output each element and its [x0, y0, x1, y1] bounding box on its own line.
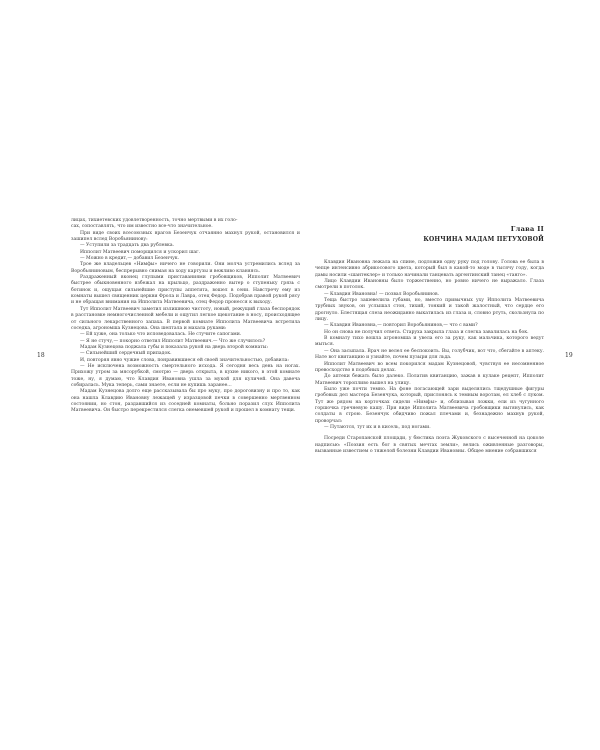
paragraph: — Сильнейший сердечный припадок.	[80, 351, 172, 357]
left-page-text	[71, 218, 300, 415]
paragraph: До аптеки бежать было далеко. Полатив квитанцию, зажав в кулаке рецепт, Ипполит Матвеевич торопливо вышел на улицу.	[315, 374, 544, 386]
paragraph: Мадам Кузнецова поджала губы и показала рукой на дверь второй комнаты:	[80, 344, 269, 350]
paragraph: Теща быстро зашевелила губами, но, вместо привычных уху Ипполита Матвеевича трубных звуков, он услышал стон, тихий, тонкий и такой жалостный, что сердце его дрогнуло. Блестящая слеза неожиданно выкатилась из глаза и, словно ртуть, скользнула по лицу.	[315, 298, 544, 323]
paragraph: — Она засыпала. Врач не велел ее беспокоить. Вы, голубчик, вот что, сбегайте в аптеку. Нате вот квитанцию и узнайте, почем пузыри для льда.	[315, 348, 544, 361]
paragraph: — Ей хуже, она только что исповедовалась. Не стучите сапогами.	[80, 332, 242, 338]
paragraph: — Путаются, тут их и в кисель, под ногами.	[324, 424, 431, 430]
paragraph: — Клавдия Ивановна! — позвал Воробьянинов.	[324, 291, 440, 297]
paragraph: Тут Ипполит Матвеевич заметил излишнюю чистоту, новый, режущий глаза беспорядок в расстановке немногочисленной мебели и ощутил легкое щекотание в носу, происходящее от сильного лекарственного запаха. В первой комнате Ипполита Матвеевича встретила соседка, агрономша Кузнецова. Она шептала и махала руками:	[71, 306, 300, 331]
paragraph: сах, сопоставлять, что им известно все-что значительное.	[71, 224, 213, 230]
paragraph: И, повторяя явно чужие слова, понравившиеся ей своей значительностью, добавила:	[80, 357, 289, 363]
paragraph: — Я не стучу,— покорно ответил Ипполит Матвеевич.— Что же случилось?	[80, 338, 266, 344]
right-page-text	[315, 260, 544, 455]
paragraph: Лицо Клавдии Ивановны было торжественно, но ровно ничего не выражало. Глаза смотрели в потолок.	[315, 279, 544, 291]
paragraph: Раздраженный вконец глупыми приставаниями гробовщиков, Ипполит Матвеевич быстрее обыкновенного взбежал на крыльцо, раздраженно вытер о ступеньку грязь с ботинок и, ощущая сильнейшие приступы аппетита, вошел в сени. Навстречу ему из комнаты вышел священник церкви Фрола и Лавра, отец Федор. Подобрав правой рукой рясу и не обращая внимания на Ипполита Матвеевича, отец Федор пронесся к выходу.	[71, 275, 300, 306]
paragraph: Ипполит Матвеевич поморщился и ускорил шаг.	[80, 249, 201, 255]
page-number-left: 18	[37, 352, 45, 359]
chapter-title: КОНЧИНА МАДАМ ПЕТУХОВОЙ	[423, 236, 544, 243]
paragraph: Ипполит Матвеевич во всем покорился мадам Кузнецовой, чувствуя ее несомненное превосходство в подобных делах.	[315, 361, 544, 373]
paragraph: — Можно в кредит,— добавил Безенчук.	[80, 256, 180, 262]
paragraph: Клавдия Ивановна лежала на спине, подложив одну руку под голову. Голова ее была в чепце интенсивно абрикосового цвета, который был в какой-то моде в тысячу году, когда дамы носили «шантеклер» и только начинали танцевать аргентинский танец «танго».	[315, 260, 544, 278]
paragraph: лицах, тихиетевских удовлетворенность, точно мертвыми в их голо-	[71, 218, 238, 223]
page-number-right: 19	[565, 352, 573, 359]
paragraph: В комнату тихо вошла агрономша и увела его за руку, как мальчика, которого ведут мыться.	[315, 336, 544, 348]
paragraph: Было уже почти темно. На фоне погасающей зари выделялись тщедушные фигуры гробовых дел мастера Безенчука, который, прислонясь к темным воротам, ел хлеб с луком. Тут же рядом на корточках сидели «Нимфы» и, облизывая ложки, ели из чугунного горшочка гречневую кашу. При виде Ипполита Матвеевича гробовщики вытянулись, как солдаты в строю. Безенчук обидчиво пожал плечами и, безнадежно махнув рукой, проворчал:	[315, 386, 544, 424]
paragraph: — Не исключена возможность смертельного исхода. Я сегодня весь день на ногах. Прихожу утром за мясорубкой, смотрю — дверь открыта, в кухне никого, в этой комнате тоже, ну, я думаю, что Клавдия Ивановна ушла за мукой для куличей. Она давеча собиралась. Мука теперь, сами знаете, если не купишь заранее...	[71, 363, 300, 388]
paragraph: При виде своих всесоюзных врагов Безенчук отчаянно махнул рукой, остановился и зашипел вслед Воробьянинову:	[71, 230, 300, 243]
paragraph: Посреди Старопанской площади, у бюстика поэта Жуковского с высеченной на цоколе надписью: «Поэзия есть бог в святых мечтах земли», велись оживленные разговоры, вызванные известием о тяжелой болезни Клавдии Ивановны. Общее мнение собравшихся	[315, 436, 544, 454]
paragraph: Но он снова не получил ответа. Старуха закрыла глаза и слегка завалилась на бок.	[324, 329, 529, 335]
paragraph: Мадам Кузнецова долго еще рассказывала бы про муку, про дороговизну и про то, как она нашла Клавдию Ивановну лежащей у изразцовой печки в совершенно мертвенном состоянии, но стон, раздавшийся из соседней комнаты, больно поразил слух Ипполита Матвеевича. Он быстро перекрестился слегка онемевшей рукой и прошел в комнату тещи.	[71, 389, 300, 414]
paragraph: — Уступили за традцать два рублевка.	[80, 243, 175, 249]
paragraph: Трое же владельцев «Нимфы» ничего не говорили. Они молча устремились вслед за Воробьяниновым, беспрерывно снимая на ходу картузы и вежливо кланяясь.	[71, 262, 300, 274]
chapter-number: Глава II	[510, 225, 544, 233]
paragraph: — Клавдия Ивановна,— повторил Воробьянинов,— что с вами?	[324, 323, 478, 329]
